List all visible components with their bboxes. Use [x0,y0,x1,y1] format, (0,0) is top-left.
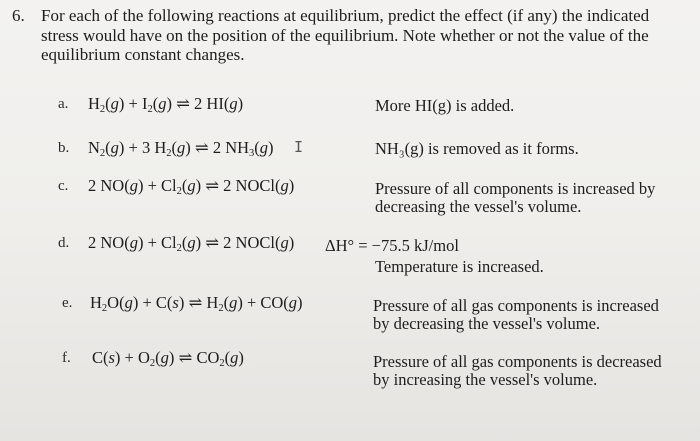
item-letter-b: b. [58,140,70,156]
item-equation-f: $C(s) + O_2(g)$ ⇌ $CO_2(g)$ [92,348,244,369]
item-equation-a: $H_2(g) + I_2(g)$ ⇌ 2 HI(g) [88,94,244,115]
question-number: 6. [12,6,25,25]
item-stress-a: More HI(g) is added. [375,96,515,115]
item-stress-f: Pressure of all gas components is decreased by increasing the vessel's volume. [373,352,662,389]
item-equation-c: 2 $NO(g) + Cl_2(g)$ ⇌ 2 NOCl(g) [88,176,295,197]
item-equation-b: $N_2(g) + 3$ $H_2(g)$ ⇌ 2 $NH_3(g)$ [88,138,274,159]
item-letter-f: f. [62,350,71,366]
item-stress-e: Pressure of all gas components is increased by decreasing the vessel's volume. [373,296,659,333]
item-stress-d: Temperature is increased. [375,257,544,276]
item-equation-e: $H_2O(g) + C(s)$ ⇌ $H_2(g) + CO(g)$ [90,293,303,314]
item-equation-d: 2 $NO(g) + Cl_2(g)$ ⇌ 2 NOCl(g) [88,233,295,254]
item-letter-a: a. [58,96,69,112]
item-stress-b: NH₃(g) is removed as it forms. [375,139,579,158]
item-letter-e: e. [62,295,73,311]
text-cursor-icon: I [294,138,304,156]
question-prompt: For each of the following reactions at equilibrium, predict the effect (if any) the indicated stress would have on the position of the equilibrium. Note whether or not the value of the equilibrium constant changes. [41,6,650,64]
item-stress-c: Pressure of all components is increased by decreasing the vessel's volume. [375,179,656,216]
item-letter-c: c. [58,178,69,194]
item-enthalpy-d: ΔH° = −75.5 kJ/mol [325,236,459,255]
item-letter-d: d. [58,235,70,251]
